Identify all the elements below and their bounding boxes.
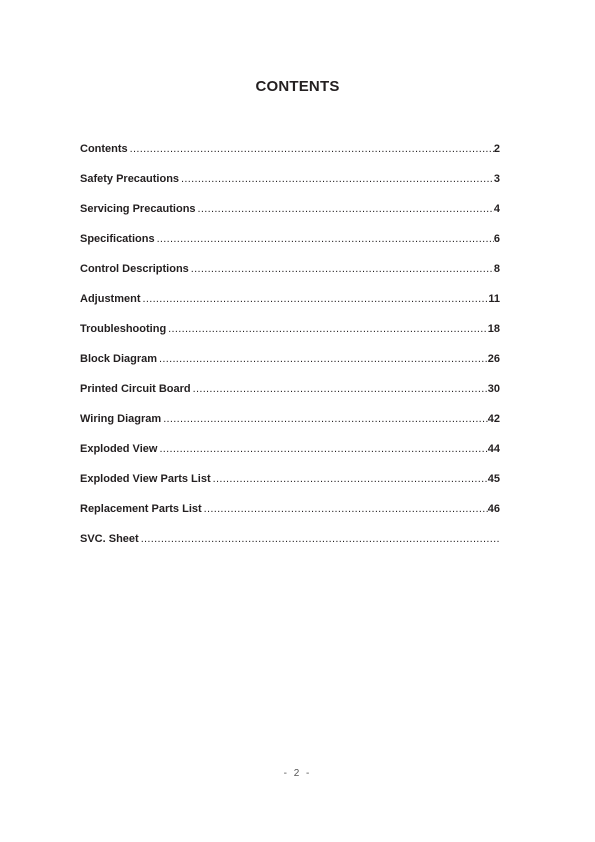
toc-entry <box>80 383 500 413</box>
dot-leader <box>211 473 488 485</box>
toc-entry <box>80 353 500 383</box>
dot-leader <box>141 293 489 305</box>
dot-leader <box>155 233 494 245</box>
dot-leader <box>161 413 488 425</box>
toc-entry-page: 46 <box>487 503 500 515</box>
toc-entry-page: 6 <box>493 233 500 245</box>
dot-leader <box>189 263 494 275</box>
page-title: CONTENTS <box>255 78 340 95</box>
dot-leader <box>191 383 488 395</box>
toc-entry-page: 2 <box>493 143 500 155</box>
dot-leader <box>128 143 494 155</box>
toc-entry-title: Control Descriptions <box>80 263 189 275</box>
toc-entry-page: 4 <box>493 203 500 215</box>
dot-leader <box>139 533 500 545</box>
toc-entry-page: 26 <box>487 353 500 365</box>
toc-entry-title: Specifications <box>80 233 155 245</box>
toc-entry-page: 45 <box>487 473 500 485</box>
toc-entry <box>80 143 500 173</box>
toc-entry-title: Wiring Diagram <box>80 413 162 425</box>
toc-entry-page: 18 <box>487 323 500 335</box>
toc-entry <box>80 503 500 533</box>
page-number: - 2 - <box>283 768 312 779</box>
dot-leader <box>202 503 488 515</box>
toc-entry-title: Exploded View <box>80 443 158 455</box>
dot-leader <box>179 173 494 185</box>
toc-entry-page: 11 <box>488 293 500 305</box>
table-of-contents <box>80 143 500 563</box>
dot-leader <box>196 203 494 215</box>
toc-entry <box>80 203 500 233</box>
toc-entry <box>80 323 500 353</box>
toc-entry <box>80 473 500 503</box>
dot-leader <box>166 323 488 335</box>
toc-entry-page: 42 <box>487 413 500 425</box>
toc-entry-title: Block Diagram <box>80 353 158 365</box>
toc-entry-title: Servicing Precautions <box>80 203 196 215</box>
toc-entry-page: 3 <box>493 173 500 185</box>
toc-entry-page: 44 <box>487 443 500 455</box>
dot-leader <box>157 353 488 365</box>
dot-leader <box>157 443 487 455</box>
toc-entry <box>80 533 500 563</box>
toc-entry <box>80 413 500 443</box>
toc-entry-title: Contents <box>80 143 128 155</box>
toc-entry-title: Printed Circuit Board <box>80 383 191 395</box>
toc-entry <box>80 293 500 323</box>
toc-entry <box>80 263 500 293</box>
toc-entry-title: Adjustment <box>80 293 141 305</box>
toc-entry-title: Exploded View Parts List <box>80 473 211 485</box>
toc-entry-title: SVC. Sheet <box>80 533 139 545</box>
toc-entry-page: 8 <box>493 263 500 275</box>
toc-entry-title: Troubleshooting <box>80 323 167 335</box>
toc-entry <box>80 233 500 263</box>
toc-entry-page: 30 <box>487 383 500 395</box>
toc-entry-title: Safety Precautions <box>80 173 180 185</box>
toc-entry-title: Replacement Parts List <box>80 503 202 515</box>
toc-entry <box>80 173 500 203</box>
toc-entry <box>80 443 500 473</box>
